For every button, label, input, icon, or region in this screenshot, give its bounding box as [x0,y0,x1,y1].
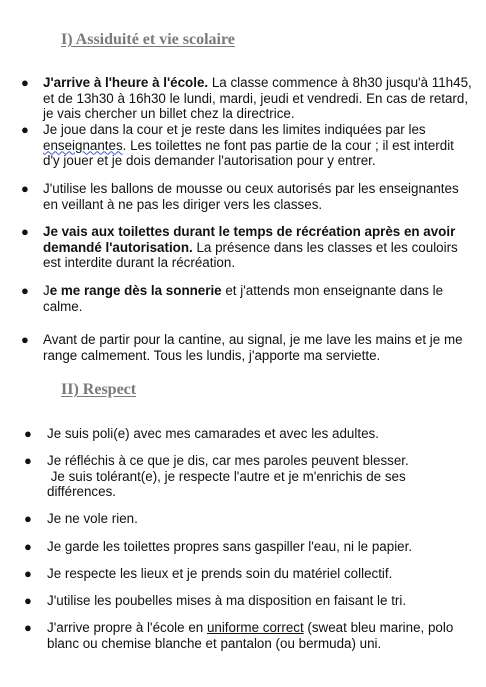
bullet-icon: ● [21,181,29,196]
item-text: J'arrive propre à l'école en [47,620,207,635]
item-text: et j'attends mon enseignante dans le calme. [43,283,444,314]
item-text: La présence dans les classes et les couloirs est interdite durant la récréation. [43,239,458,270]
item-bold-text: Je vais aux toilettes durant le temps de récréation après en avoir demandé l'autorisation. [43,224,456,255]
bullet-icon: ● [24,453,32,468]
bullet-icon: ● [24,593,32,608]
item-bold-text: e me range dès la sonnerie [49,283,222,298]
item-text: Je respecte les lieux et je prends soin du matériel collectif. [47,566,393,581]
bullet-icon: ● [24,566,32,581]
item-text: Avant de partir pour la cantine, au signal, je me lave les mains et je me range calmement. Tous les lundis, j'apporte ma serviette. [43,332,463,363]
spellcheck-word: enseignantes [43,137,123,153]
bullet-icon: ● [21,224,29,239]
item-text: J'utilise les ballons de mousse ou ceux autorisés par les enseignantes en veillant à ne pas les diriger vers les classes. [43,181,459,212]
item-text: . Les toilettes ne font pas partie de la cour ; il est interdit d'y jouer et je dois demander l'autorisation pour y entrer. [43,137,454,168]
item-text: (sweat bleu marine, polo blanc ou chemise blanche et pantalon (ou bermuda) uni. [47,620,454,651]
bullet-icon: ● [24,620,32,635]
item-text: J [43,283,50,298]
item-text: Je joue dans la cour et je reste dans les limites indiquées par les [43,122,426,137]
item-text: La classe commence à 8h30 jusqu'à 11h45, et de 13h30 à 16h30 le lundi, mardi, jeudi et vendredi. En cas de retard, je vais chercher un billet chez la directrice. [43,75,472,121]
item-text: Je ne vole rien. [47,511,138,526]
section-1-title: I) Assiduité et vie scolaire [61,31,235,48]
item-text: J'utilise les poubelles mises à ma disposition en faisant le tri. [47,593,407,608]
bullet-icon: ● [21,122,29,137]
bullet-icon: ● [24,426,32,441]
bullet-icon: ● [21,332,29,347]
item-text: Je suis poli(e) avec mes camarades et avec les adultes. [47,426,379,441]
item-text: Je réfléchis à ce que je dis, car mes paroles peuvent blesser. [47,453,409,468]
item-text: Je garde les toilettes propres sans gaspiller l'eau, ni le papier. [47,539,413,554]
bullet-icon: ● [24,539,32,554]
item-underlined-text: uniforme correct [206,620,304,635]
bullet-icon: ● [24,511,32,526]
section-2-title: II) Respect [61,381,137,398]
item-text: Je suis tolérant(e), je respecte l'autre et je m'enrichis de ses différences. [47,468,410,499]
item-bold-text: J'arrive à l'heure à l'école. [43,75,209,90]
bullet-icon: ● [21,75,29,90]
bullet-icon: ● [21,283,29,298]
